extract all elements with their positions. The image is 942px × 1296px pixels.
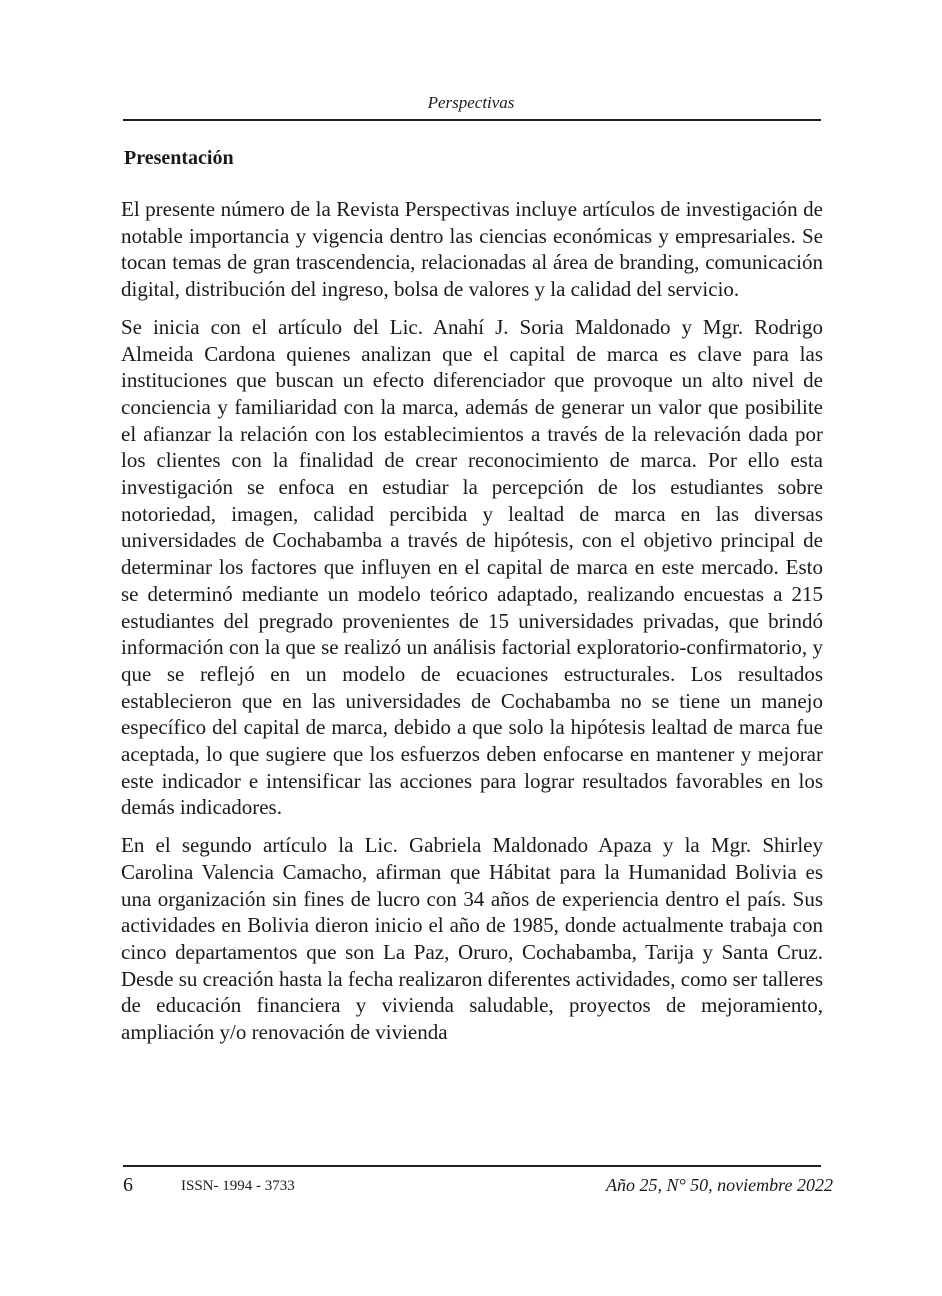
page-footer [123,1172,833,1198]
paragraph-second-article: En el segundo artículo la Lic. Gabriela Maldonado Apaza y la Mgr. Shirley Carolina Valencia Camacho, afirman que Hábitat para la Humanidad Bolivia es una organización sin fines de lucro con 34 años de experiencia dentro el país. Sus actividades en Bolivia dieron inicio el año de 1985, donde actualmente trabaja con cinco departamentos que son La Paz, Oruro, Cochabamba, Tarija y Santa Cruz. Desde su creación hasta la fecha realizaron diferentes actividades, como ser talleres de educación financiera y vivienda saludable, proyectos de mejoramiento, ampliación y/o renovación de vivienda [121,833,823,1045]
running-head-title: Perspectivas [427,93,515,112]
paragraph-intro: El presente número de la Revista Perspectivas incluye artículos de investigación de notable importancia y vigencia dentro las ciencias económicas y empresariales. Se tocan temas de gran trascendencia, relacionadas al área de branding, comunicación digital, distribución del ingreso, bolsa de valores y la calidad del servicio. [121,197,823,302]
issn-label: ISSN- 1994 - 3733 [181,1178,295,1194]
header-rule [123,119,821,121]
paragraph-first-article: Se inicia con el artículo del Lic. Anahí J. Soria Maldonado y Mgr. Rodrigo Almeida Cardona quienes analizan que el capital de marca es clave para las instituciones que buscan un efecto diferenciador que provoque un alto nivel de conciencia y familiaridad con la marca, además de generar un valor que posibilite el afianzar la relación con los establecimientos a través de la relevación dada por los clientes con la finalidad de crear reconocimiento de marca. Por ello esta investigación se enfoca en estudiar la percepción de los estudiantes sobre notoriedad, imagen, calidad percibida y lealtad de marca en las diversas universidades de Cochabamba a través de hipótesis, con el objetivo principal de determinar los factores que influyen en el capital de marca en este mercado. Esto se determinó mediante un modelo teórico adaptado, realizando encuestas a 215 estudiantes del pregrado provenientes de 15 universidades privadas, que brindó información con la que se realizó un análisis factorial exploratorio-confirmatorio, y que se reflejó en un modelo de ecuaciones estructurales. Los resultados establecieron que en las universidades de Cochabamba no se tiene un manejo específico del capital de marca, debido a que solo la hipótesis lealtad de marca fue aceptada, lo que sugiere que los esfuerzos deben enfocarse en mantener y mejorar este indicador e intensificar las acciones para lograr resultados favorables en los demás indicadores. [121,314,823,820]
body-text [121,196,823,1057]
section-title: Presentación [124,147,234,169]
page-number: 6 [123,1174,133,1196]
footer-rule [123,1165,821,1167]
issue-info: Año 25, N° 50, noviembre 2022 [605,1175,833,1195]
